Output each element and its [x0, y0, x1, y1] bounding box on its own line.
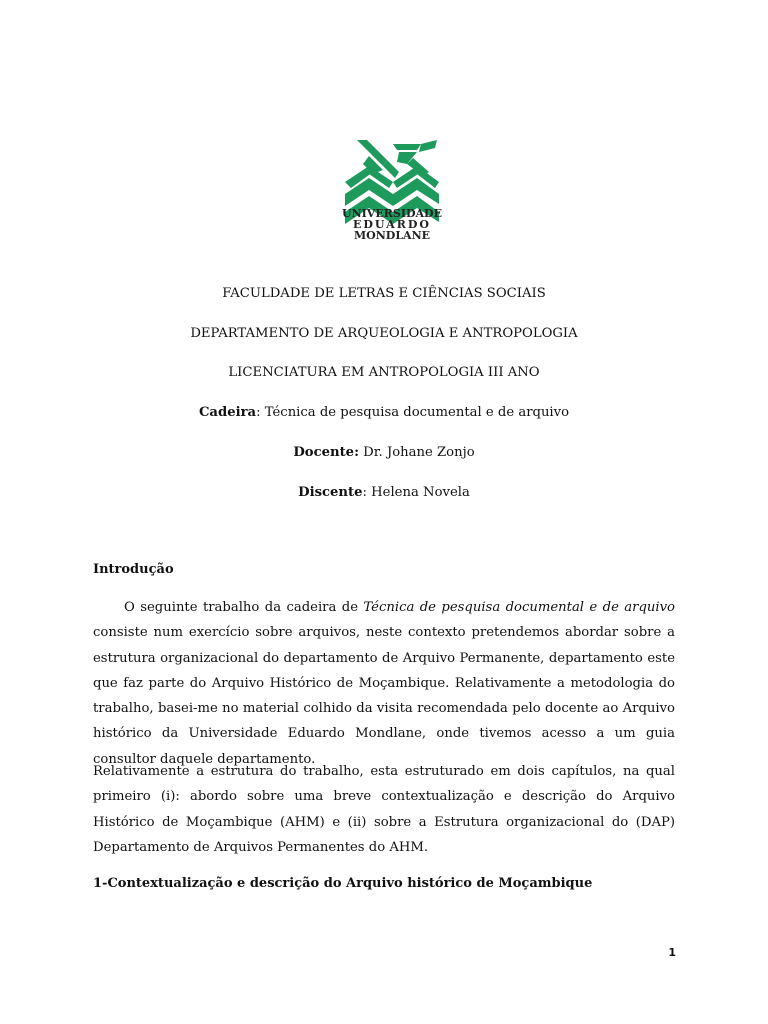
logo-text-line-2: EDUARDO	[353, 218, 431, 231]
logo-text-line-3: MONDLANE	[353, 229, 431, 242]
course-value: : Técnica de pesquisa documental e de arquivo	[256, 405, 570, 420]
intro-p1-after: consiste num exercício sobre arquivos, neste contexto pretendemos abordar sobre a estrutura organizacional do departamento de Arquivo Permanente, departamento este que faz parte do Arquivo Histórico de Moçambique. Relativamente a metodologia do trabalho, basei-me no material colhido da visita recomendada pelo docente ao Arquivo histórico da Universidade Eduardo Mondlane, onde tivemos acesso a um guia consultor daquele departamento.	[93, 625, 675, 767]
teacher-line	[0, 444, 768, 462]
intro-p1-italic: Técnica de pesquisa documental e de arquivo	[363, 600, 675, 615]
teacher-value: Dr. Johane Zonjo	[358, 445, 475, 460]
student-label: Discente	[298, 485, 363, 500]
intro-heading: Introdução	[93, 562, 174, 577]
intro-paragraph-1	[93, 595, 675, 772]
intro-p1-before: O seguinte trabalho da cadeira de	[124, 600, 364, 615]
teacher-label: Docente:	[293, 445, 359, 460]
faculty-title: FACULDADE DE LETRAS E CIÊNCIAS SOCIAIS	[222, 286, 546, 301]
student-line	[0, 484, 768, 502]
section-1-heading: 1-Contextualização e descrição do Arquivo histórico de Moçambique	[93, 876, 593, 891]
course-line	[0, 404, 768, 422]
logo-text-line-1: UNIVERSIDADE	[342, 207, 442, 220]
page-number: 1	[668, 946, 676, 959]
student-value: : Helena Novela	[362, 485, 470, 500]
course-label: Cadeira	[198, 405, 257, 420]
department-title: DEPARTAMENTO DE ARQUEOLOGIA E ANTROPOLOGIA	[190, 326, 578, 341]
degree-title: LICENCIATURA EM ANTROPOLOGIA III ANO	[228, 365, 540, 380]
intro-paragraph-2: Relativamente a estrutura do trabalho, esta estruturado em dois capítulos, na qual primeiro (i): abordo sobre uma breve contextualização e descrição do Arquivo Histórico de Moçambique (AHM) e (ii) sobre a Estrutura organizacional do (DAP) Departamento de Arquivos Permanentes do AHM.	[93, 764, 675, 855]
